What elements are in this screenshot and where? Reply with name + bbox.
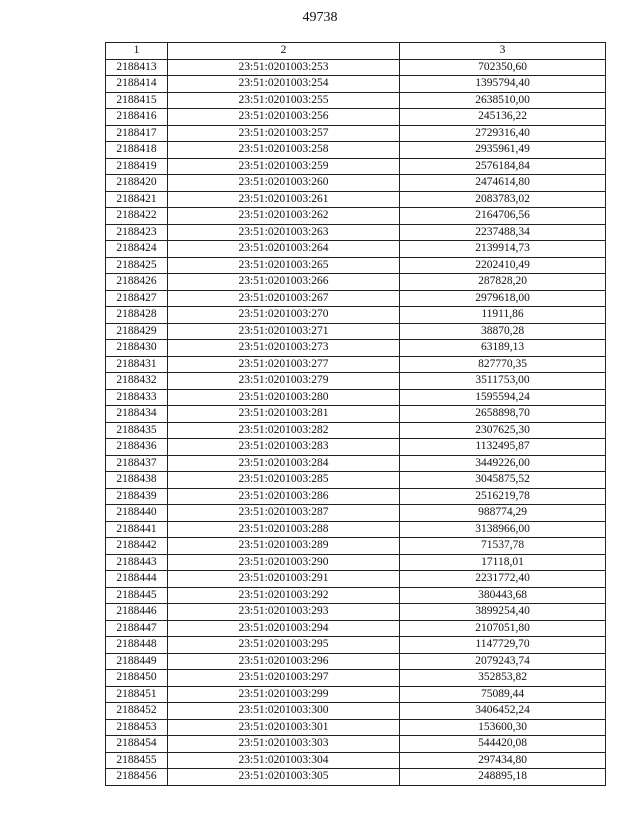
- value-cell: 3511753,00: [400, 373, 606, 390]
- cadastral-number-cell: 23:51:0201003:281: [168, 406, 400, 423]
- table-row: [106, 307, 606, 324]
- cadastral-number-cell: 23:51:0201003:295: [168, 637, 400, 654]
- value-cell: 297434,80: [400, 752, 606, 769]
- value-cell: 702350,60: [400, 59, 606, 76]
- value-cell: 2516219,78: [400, 488, 606, 505]
- cadastral-number-cell: 23:51:0201003:259: [168, 158, 400, 175]
- value-cell: 2164706,56: [400, 208, 606, 225]
- value-cell: 352853,82: [400, 670, 606, 687]
- row-number-cell: 2188422: [106, 208, 168, 225]
- table-row: [106, 620, 606, 637]
- table-row: [106, 274, 606, 291]
- row-number-cell: 2188436: [106, 439, 168, 456]
- row-number-cell: 2188440: [106, 505, 168, 522]
- value-cell: 380443,68: [400, 587, 606, 604]
- table-row: [106, 406, 606, 423]
- cadastral-number-cell: 23:51:0201003:304: [168, 752, 400, 769]
- value-cell: 827770,35: [400, 356, 606, 373]
- value-cell: 2139914,73: [400, 241, 606, 258]
- row-number-cell: 2188437: [106, 455, 168, 472]
- row-number-cell: 2188426: [106, 274, 168, 291]
- table-row: [106, 290, 606, 307]
- value-cell: 245136,22: [400, 109, 606, 126]
- row-number-cell: 2188431: [106, 356, 168, 373]
- cadastral-number-cell: 23:51:0201003:301: [168, 719, 400, 736]
- cadastral-number-cell: 23:51:0201003:305: [168, 769, 400, 786]
- row-number-cell: 2188419: [106, 158, 168, 175]
- value-cell: 3045875,52: [400, 472, 606, 489]
- cadastral-number-cell: 23:51:0201003:282: [168, 422, 400, 439]
- cadastral-number-cell: 23:51:0201003:253: [168, 59, 400, 76]
- table-body: [106, 59, 606, 785]
- row-number-cell: 2188425: [106, 257, 168, 274]
- row-number-cell: 2188424: [106, 241, 168, 258]
- value-cell: 3449226,00: [400, 455, 606, 472]
- cadastral-number-cell: 23:51:0201003:279: [168, 373, 400, 390]
- cadastral-number-cell: 23:51:0201003:284: [168, 455, 400, 472]
- cadastral-number-cell: 23:51:0201003:267: [168, 290, 400, 307]
- table-row: [106, 257, 606, 274]
- value-cell: 75089,44: [400, 686, 606, 703]
- cadastral-number-cell: 23:51:0201003:299: [168, 686, 400, 703]
- row-number-cell: 2188413: [106, 59, 168, 76]
- table-row: [106, 59, 606, 76]
- row-number-cell: 2188439: [106, 488, 168, 505]
- row-number-cell: 2188446: [106, 604, 168, 621]
- table-row: [106, 241, 606, 258]
- value-cell: 3138966,00: [400, 521, 606, 538]
- table-row: [106, 323, 606, 340]
- table-row: [106, 571, 606, 588]
- row-number-cell: 2188442: [106, 538, 168, 555]
- table-row: [106, 76, 606, 93]
- cadastral-number-cell: 23:51:0201003:271: [168, 323, 400, 340]
- value-cell: 2083783,02: [400, 191, 606, 208]
- row-number-cell: 2188420: [106, 175, 168, 192]
- row-number-cell: 2188415: [106, 92, 168, 109]
- value-cell: 1147729,70: [400, 637, 606, 654]
- value-cell: 3406452,24: [400, 703, 606, 720]
- table-row: [106, 488, 606, 505]
- cadastral-number-cell: 23:51:0201003:256: [168, 109, 400, 126]
- table-row: [106, 422, 606, 439]
- value-cell: 71537,78: [400, 538, 606, 555]
- column-header-3: 3: [400, 43, 606, 60]
- row-number-cell: 2188451: [106, 686, 168, 703]
- value-cell: 988774,29: [400, 505, 606, 522]
- cadastral-number-cell: 23:51:0201003:277: [168, 356, 400, 373]
- cadastral-number-cell: 23:51:0201003:265: [168, 257, 400, 274]
- row-number-cell: 2188417: [106, 125, 168, 142]
- row-number-cell: 2188432: [106, 373, 168, 390]
- table-row: [106, 670, 606, 687]
- row-number-cell: 2188453: [106, 719, 168, 736]
- row-number-cell: 2188435: [106, 422, 168, 439]
- cadastral-number-cell: 23:51:0201003:294: [168, 620, 400, 637]
- table-row: [106, 191, 606, 208]
- value-cell: 544420,08: [400, 736, 606, 753]
- row-number-cell: 2188448: [106, 637, 168, 654]
- table-row: [106, 175, 606, 192]
- cadastral-number-cell: 23:51:0201003:255: [168, 92, 400, 109]
- cadastral-number-cell: 23:51:0201003:293: [168, 604, 400, 621]
- cadastral-number-cell: 23:51:0201003:289: [168, 538, 400, 555]
- table-row: [106, 686, 606, 703]
- data-table: [105, 42, 606, 786]
- value-cell: 2576184,84: [400, 158, 606, 175]
- row-number-cell: 2188449: [106, 653, 168, 670]
- value-cell: 1395794,40: [400, 76, 606, 93]
- cadastral-number-cell: 23:51:0201003:291: [168, 571, 400, 588]
- cadastral-number-cell: 23:51:0201003:296: [168, 653, 400, 670]
- value-cell: 153600,30: [400, 719, 606, 736]
- table-row: [106, 158, 606, 175]
- cadastral-number-cell: 23:51:0201003:300: [168, 703, 400, 720]
- value-cell: 38870,28: [400, 323, 606, 340]
- cadastral-number-cell: 23:51:0201003:258: [168, 142, 400, 159]
- table-row: [106, 142, 606, 159]
- value-cell: 2935961,49: [400, 142, 606, 159]
- cadastral-number-cell: 23:51:0201003:297: [168, 670, 400, 687]
- value-cell: 2638510,00: [400, 92, 606, 109]
- table-row: [106, 373, 606, 390]
- row-number-cell: 2188429: [106, 323, 168, 340]
- value-cell: 2474614,80: [400, 175, 606, 192]
- table-row: [106, 389, 606, 406]
- table-row: [106, 554, 606, 571]
- value-cell: 2729316,40: [400, 125, 606, 142]
- page-number: 49738: [302, 10, 338, 25]
- table-row: [106, 736, 606, 753]
- column-header-1: 1: [106, 43, 168, 60]
- cadastral-number-cell: 23:51:0201003:260: [168, 175, 400, 192]
- row-number-cell: 2188418: [106, 142, 168, 159]
- row-number-cell: 2188443: [106, 554, 168, 571]
- cadastral-number-cell: 23:51:0201003:261: [168, 191, 400, 208]
- table-row: [106, 224, 606, 241]
- cadastral-number-cell: 23:51:0201003:283: [168, 439, 400, 456]
- value-cell: 63189,13: [400, 340, 606, 357]
- value-cell: 2231772,40: [400, 571, 606, 588]
- value-cell: 2979618,00: [400, 290, 606, 307]
- value-cell: 17118,01: [400, 554, 606, 571]
- table-row: [106, 125, 606, 142]
- value-cell: 3899254,40: [400, 604, 606, 621]
- row-number-cell: 2188447: [106, 620, 168, 637]
- cadastral-number-cell: 23:51:0201003:288: [168, 521, 400, 538]
- row-number-cell: 2188434: [106, 406, 168, 423]
- cadastral-number-cell: 23:51:0201003:286: [168, 488, 400, 505]
- table-row: [106, 538, 606, 555]
- cadastral-number-cell: 23:51:0201003:270: [168, 307, 400, 324]
- value-cell: 2202410,49: [400, 257, 606, 274]
- table-row: [106, 455, 606, 472]
- value-cell: 2107051,80: [400, 620, 606, 637]
- table-row: [106, 587, 606, 604]
- row-number-cell: 2188441: [106, 521, 168, 538]
- cadastral-number-cell: 23:51:0201003:290: [168, 554, 400, 571]
- row-number-cell: 2188444: [106, 571, 168, 588]
- table-row: [106, 439, 606, 456]
- cadastral-number-cell: 23:51:0201003:266: [168, 274, 400, 291]
- table-row: [106, 109, 606, 126]
- cadastral-number-cell: 23:51:0201003:292: [168, 587, 400, 604]
- table-row: [106, 703, 606, 720]
- table-row: [106, 340, 606, 357]
- cadastral-number-cell: 23:51:0201003:257: [168, 125, 400, 142]
- table-row: [106, 604, 606, 621]
- table-row: [106, 653, 606, 670]
- row-number-cell: 2188416: [106, 109, 168, 126]
- row-number-cell: 2188456: [106, 769, 168, 786]
- value-cell: 2079243,74: [400, 653, 606, 670]
- row-number-cell: 2188414: [106, 76, 168, 93]
- row-number-cell: 2188445: [106, 587, 168, 604]
- value-cell: 2237488,34: [400, 224, 606, 241]
- cadastral-number-cell: 23:51:0201003:285: [168, 472, 400, 489]
- cadastral-number-cell: 23:51:0201003:264: [168, 241, 400, 258]
- table-row: [106, 472, 606, 489]
- table-header-row: [106, 43, 606, 60]
- table-row: [106, 505, 606, 522]
- table-row: [106, 208, 606, 225]
- value-cell: 248895,18: [400, 769, 606, 786]
- row-number-cell: 2188421: [106, 191, 168, 208]
- value-cell: 2658898,70: [400, 406, 606, 423]
- row-number-cell: 2188438: [106, 472, 168, 489]
- table-row: [106, 637, 606, 654]
- row-number-cell: 2188450: [106, 670, 168, 687]
- table-row: [106, 769, 606, 786]
- value-cell: 1132495,87: [400, 439, 606, 456]
- row-number-cell: 2188427: [106, 290, 168, 307]
- row-number-cell: 2188452: [106, 703, 168, 720]
- row-number-cell: 2188428: [106, 307, 168, 324]
- value-cell: 11911,86: [400, 307, 606, 324]
- row-number-cell: 2188430: [106, 340, 168, 357]
- cadastral-number-cell: 23:51:0201003:303: [168, 736, 400, 753]
- table-row: [106, 719, 606, 736]
- value-cell: 1595594,24: [400, 389, 606, 406]
- row-number-cell: 2188433: [106, 389, 168, 406]
- row-number-cell: 2188423: [106, 224, 168, 241]
- row-number-cell: 2188455: [106, 752, 168, 769]
- table-row: [106, 752, 606, 769]
- cadastral-number-cell: 23:51:0201003:254: [168, 76, 400, 93]
- cadastral-number-cell: 23:51:0201003:273: [168, 340, 400, 357]
- value-cell: 287828,20: [400, 274, 606, 291]
- cadastral-number-cell: 23:51:0201003:280: [168, 389, 400, 406]
- value-cell: 2307625,30: [400, 422, 606, 439]
- cadastral-number-cell: 23:51:0201003:262: [168, 208, 400, 225]
- column-header-2: 2: [168, 43, 400, 60]
- table-row: [106, 356, 606, 373]
- cadastral-number-cell: 23:51:0201003:263: [168, 224, 400, 241]
- row-number-cell: 2188454: [106, 736, 168, 753]
- table-row: [106, 92, 606, 109]
- cadastral-number-cell: 23:51:0201003:287: [168, 505, 400, 522]
- table-row: [106, 521, 606, 538]
